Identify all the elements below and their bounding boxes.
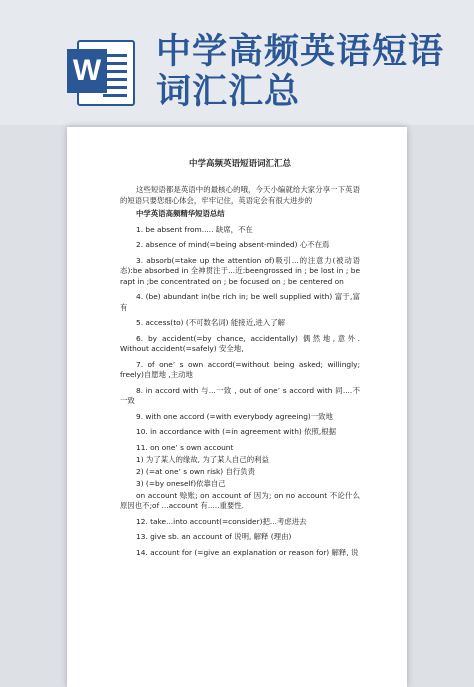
banner-title-line-2: 词汇汇总 [156,72,301,112]
document-page [67,127,407,687]
document-title: 中学高频英语短语词汇汇总 [188,159,291,169]
phrase-item: 2. absence of mind(=being absent-minded) 心不在焉 [136,240,330,249]
phrase-subitem: 2) (=at one’ s own risk) 自行负责 [136,466,256,476]
phrase-item: 5. access(to) (不可数名词) 能接近,进入了解 [136,318,285,327]
banner [0,0,474,125]
banner-title [156,32,456,112]
phrase-item: 4. (be) abundant in(be rich in; be well supplied with) 富于,富有 [120,292,360,312]
phrase-note: on account 赊账; on account of 因为; on no account 不论什么原因也不;of ...account 有.....重要性. [120,490,360,510]
phrase-item: 3. absorb(=take up the attention of)吸引...的注意力(被动语态):be absorbed in 全神贯注于...近:beengrossed in ; be lost in ; be rapt in ;be concentrated on ; be focused on ; be centered on [120,255,360,286]
phrase-item: 11. on one’ s own account [136,442,234,452]
phrase-item: 14. account for (=give an explanation or reason for) 解释, 说 [136,547,359,557]
phrase-item: 13. give sb. an account of 说明, 解释 (理由) [136,532,292,541]
word-document-icon [63,36,133,106]
phrase-item: 9. with one accord (=with everybody agreeing)一致地 [136,411,333,421]
phrase-item: 6. by accident(=by chance, accidentally) 偶然地,意外. Without accident(=safely) 安全地, [120,333,360,353]
phrase-item: 12. take...into account(=consider)把...考虑进去 [136,516,307,526]
phrase-item: 10. in accordance with (=in agreement with) 依照,根据 [136,427,337,436]
section-heading: 中学英语高频精华短语总结 [136,209,225,218]
phrase-item: 8. in accord with 与...一致 , out of one’ s accord with 同....不一致 [120,385,360,405]
phrase-subitem: 3) (=by oneself)依靠自己 [136,478,226,488]
phrase-subitem: 1) 为了某人的缘故, 为了某人自己的利益 [136,454,269,464]
intro-paragraph: 这些短语都是英语中的最核心的哦，今天小编就给大家分享一下英语的短语只要您细心体会，牢牢记住，英语定会有很大进步的 [120,185,360,205]
word-icon-letter: W [67,49,107,93]
phrase-item: 1. be absent from..... 缺席，不在 [136,224,253,234]
banner-title-line-1: 中学高频英语短语 [156,32,445,72]
phrase-item: 7. of one’ s own accord(=without being asked; willingly; freely)自愿地 ,主动地 [120,359,360,379]
document-content [120,157,360,558]
